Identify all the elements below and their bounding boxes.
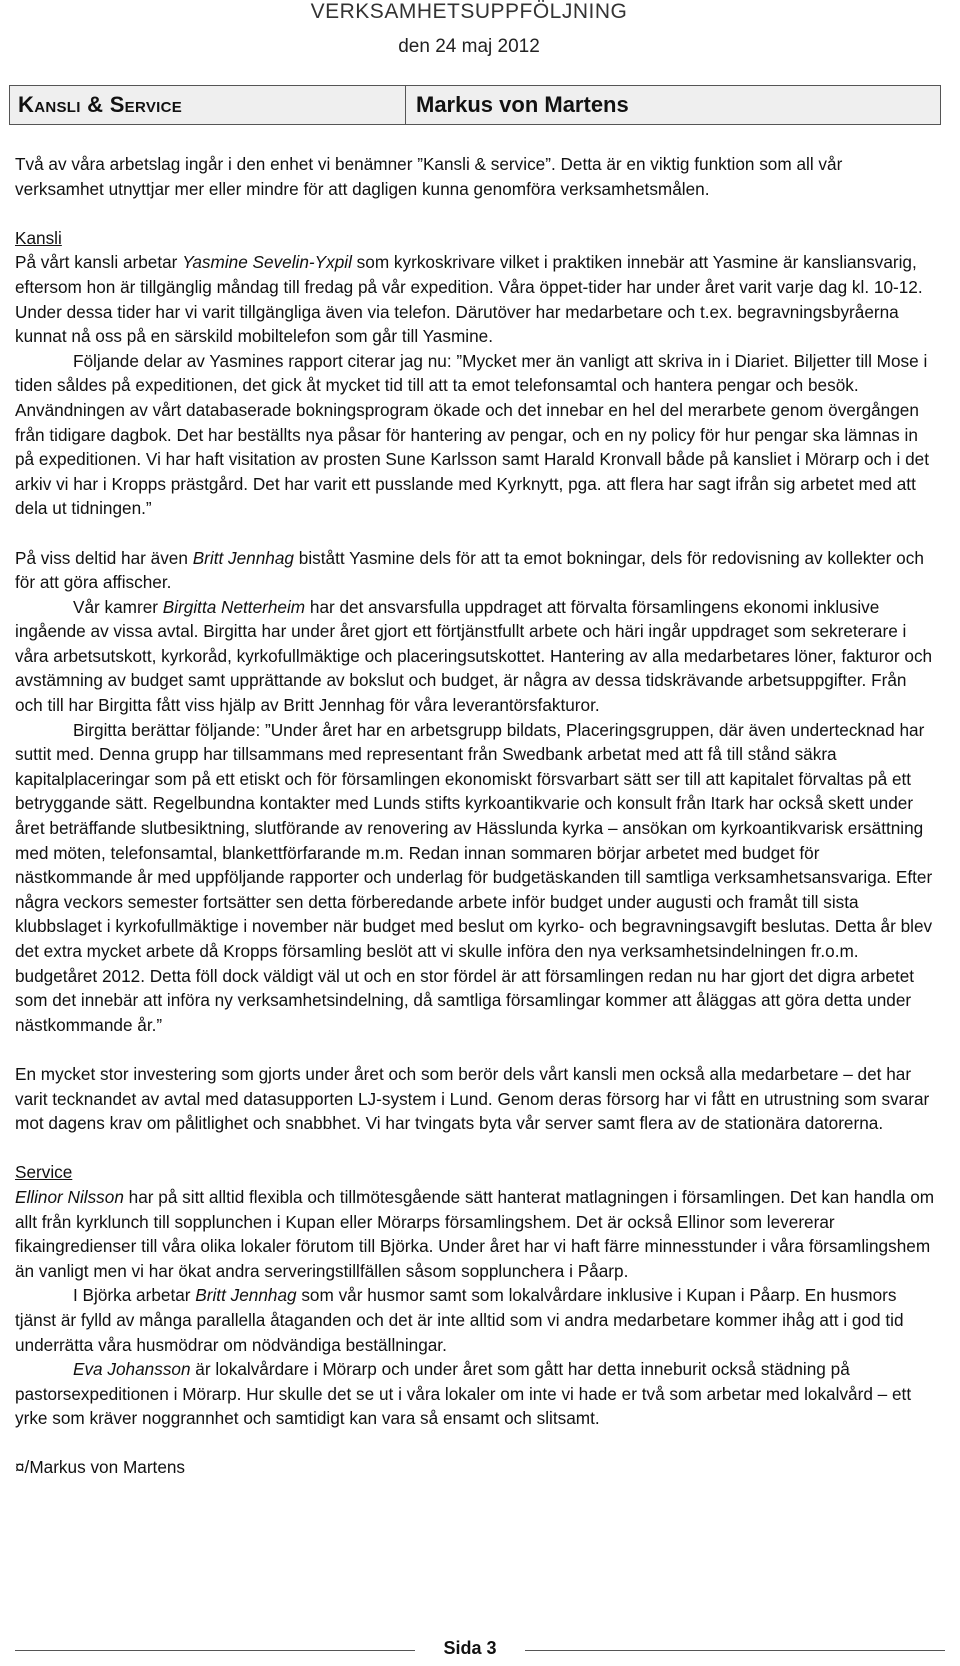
section-header-table xyxy=(9,85,941,125)
document-date: den 24 maj 2012 xyxy=(398,36,540,57)
document-title: VERKSAMHETSUPPFÖLJNING xyxy=(310,0,628,23)
service-paragraph-1: Ellinor Nilsson har på sitt alltid flexibla och tillmötesgående sätt hanterat matlagningen i församlingen. Det kan handla om allt från kyrklunch till sopplunchen i Kupan eller Mörarps församlingshem. Det är också Ellinor som levererar fikaingredienser till våra olika lokaler förutom till Björka. Under året har vi haft färre minnesstunder i våra församlingshem än vanligt men vi har ökat andra serveringstillfällen såsom sopplunchera i Påarp. xyxy=(15,1186,935,1281)
person-name: Ellinor Nilsson xyxy=(15,1186,124,1207)
person-name: Britt Jennhag xyxy=(195,1285,297,1306)
kansli-paragraph-1: På vårt kansli arbetar Yasmine Sevelin-Yxpil som kyrkoskrivare vilket i praktiken innebär att Yasmine är kansliansvarig, eftersom hon är tillgänglig måndag till fredag på vår expedition. Våra öppet-tider har under året varit varje dag kl. 10-12. Under dessa tider har vi varit tillgängliga även via telefon. Därutöver har medarbetare och t.ex. begravningsbyråerna kunnat nå oss på en särskild mobiltelefon som går till Yasmine. xyxy=(15,252,923,347)
page-number: Sida 3 xyxy=(443,1638,497,1658)
service-paragraph-3: Eva Johansson är lokalvårdare i Mörarp och under året som gått har detta inneburit också städning på pastorsexpeditionen i Mörarp. Hur skulle det se ut i våra lokaler om inte vi hade er två som arbetar med lokalvård – ett yrke som kräver noggrannhet och samtidigt kan vara så ensamt och slitsamt. xyxy=(15,1359,912,1429)
signature: ¤/Markus von Martens xyxy=(15,1457,186,1478)
footer-divider-left xyxy=(15,1650,415,1651)
document-body xyxy=(15,152,935,1480)
kansli-paragraph-5: Birgitta berättar följande: ”Under året har en arbetsgrupp bildats, Placeringsgruppen, där även undertecknad har suttit med. Denna grupp har tillsammans med representant från Swedbank arbetat med att få till stånd säkra kapitalplaceringar som på ett etiskt och för församlingen ekonomiskt försvarbart sätt ser till att kapitalet förvaltas på ett betryggande sätt. Regelbundna kontakter med Lunds stifts kyrkoantikvarie och konsult från Itark har också skett under året beträffande slutbesiktning, slutförande av renovering av Hässlunda kyrka – ansökan om kyrkoantikvarisk ersättning med möten, telefonsamtal, blankettförfarande m.m. Redan innan sommaren börjar arbetet med budget för nästkommande år med uppföljande rapporter och underlag för budgetäskanden till samtliga verksamhetsansvariga. Efter några veckors semester fortsätter sen detta förberedande arbete inför budget under augusti och framåt till sista klubbslaget i kyrkofullmäktige i november när budget med beslut om kyrko- och begravningsavgift beslutas. Detta år blev det extra mycket arbete då Kropps församling beslöt att vi skulle införa den nya verksamhetsindelningen fr.o.m. budgetåret 2012. Detta föll dock väldigt väl ut och en stor fördel är att församlingen redan nu har gjort det digra arbetet som det innebär att införa ny verksamhetsindelning, då samtliga församlingar kommer att åläggas att göra detta under nästkommande år.” xyxy=(15,719,933,1035)
kansli-quote-paragraph: Följande delar av Yasmines rapport citerar jag nu: ”Mycket mer än vanligt att skriva in i Diariet. Biljetter till Mose i tiden såldes på expeditionen, det gick åt mycket tid till att ta emot telefonsamtal och hantera pengar och besök. Användningen av vårt databaserade bokningsprogram ökade och det innebar en hel del merarbete genom övergången från tidigare dagbok. Det har beställts nya påsar för hantering av pengar, och en ny policy för hur pengar ska lämnas in på expeditionen. Vi har haft visitation av prosten Sune Karlsson samt Harald Kronvall både på kansliet i Mörarp och i det arkiv vi har i Kropps prästgård. Det har varit ett pusslande med Kyrknytt, pga. att flera har sagt ifrån sig arbetet med att dela ut tidningen.” xyxy=(15,350,930,519)
intro-paragraph: Två av våra arbetslag ingår i den enhet vi benämner ”Kansli & service”. Detta är en viktig funktion som all vår verksamhet utnyttjar mer eller mindre för att dagligen kunna genomföra verksamhetsmålen. xyxy=(15,154,843,199)
kansli-paragraph-4: Vår kamrer Birgitta Netterheim har det ansvarsfulla uppdraget att förvalta församlingens ekonomi inklusive ingående av vissa avtal. Birgitta har under året gjort ett förtjänstfullt arbete och häri ingår uppdraget som sekreterare i våra arbetsutskott, kyrkoråd, kyrkofullmäktige och placeringsutskottet. Hantering av alla medarbetares löner, fakturor och avstämning av budget samt upprättande av bokslut och budget, är några av dessa tidskrävande arbetsuppgifter. Från och till har Birgitta fått viss hjälp av Britt Jennhag för våra leverantörsfakturor. xyxy=(15,596,933,716)
service-heading: Service xyxy=(15,1162,73,1183)
author-name: Markus von Martens xyxy=(416,92,629,117)
kansli-paragraph-6: En mycket stor investering som gjorts under året och som berör dels vårt kansli men också alla medarbetare – det har varit tecknandet av avtal med datasupporten LJ-system i Lund. Genom deras försorg har vi fått en utrustning som svarar mot dagens krav om pålitlighet och snabbhet. Vi har tvingats byta vår server samt flera av de stationära datorerna. xyxy=(15,1063,930,1134)
service-paragraph-2: I Björka arbetar Britt Jennhag som vår husmor samt som lokalvårdare inklusive i Kupan i Påarp. En husmors tjänst är fylld av många parallella åtaganden och det är inte alltid som vi andra medarbetare kommer ihåg att i god tid underrätta våra husmödrar om nödvändiga beställningar. xyxy=(15,1285,904,1355)
kansli-paragraph-3: På viss deltid har även Britt Jennhag bistått Yasmine dels för att ta emot bokningar, dels för redovisning av kollekter och för att göra affischer. xyxy=(15,547,924,593)
person-name: Birgitta Netterheim xyxy=(162,596,306,617)
department-name: Kansli & Service xyxy=(10,86,406,124)
page-footer xyxy=(0,1626,960,1666)
person-name: Yasmine Sevelin-Yxpil xyxy=(182,252,352,273)
person-name: Eva Johansson xyxy=(73,1359,191,1380)
footer-divider-right xyxy=(525,1650,945,1651)
person-name: Britt Jennhag xyxy=(192,547,294,568)
kansli-heading: Kansli xyxy=(15,227,62,248)
